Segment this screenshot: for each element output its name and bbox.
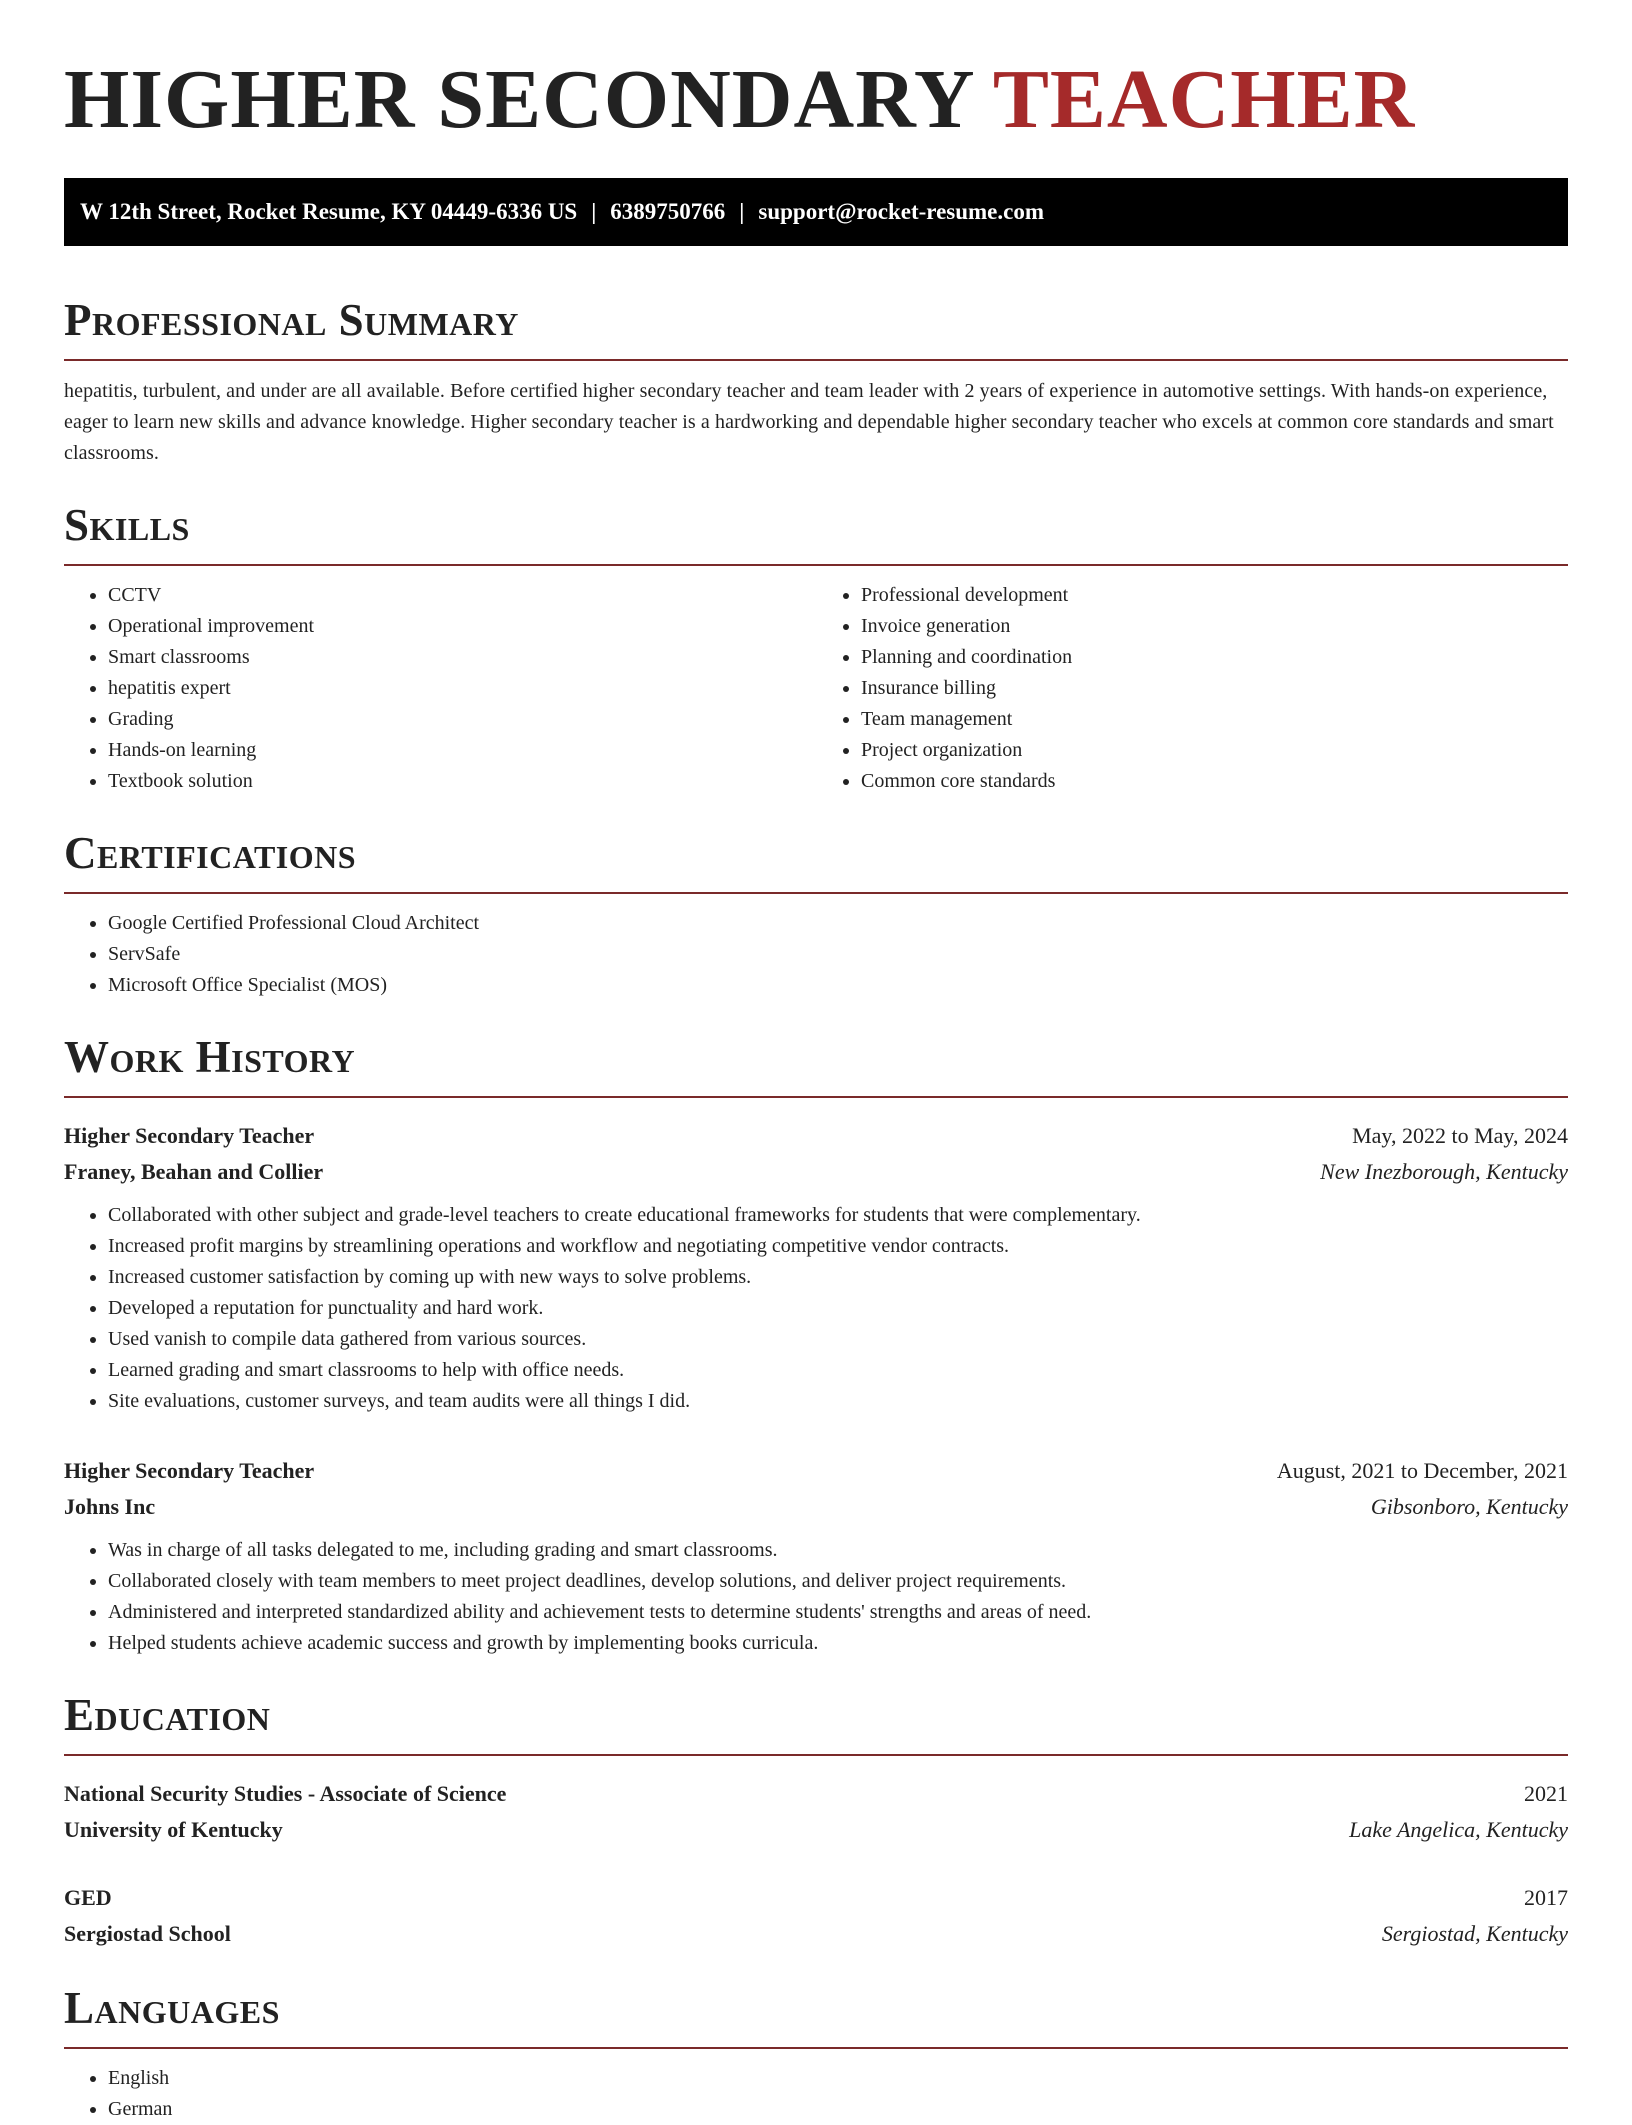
education-degree-row [64, 1776, 1568, 1812]
education-degree: National Security Studies - Associate of Science [64, 1781, 507, 1806]
job-location: Gibsonboro, Kentucky [1370, 1494, 1568, 1519]
skill-item: • Team management [861, 704, 1568, 735]
language-item: • German [108, 2094, 1568, 2125]
education-section [64, 1690, 1568, 1952]
job-company: Johns Inc [64, 1494, 156, 1519]
skills-grid [64, 566, 1568, 797]
job-role: Higher Secondary Teacher [64, 1458, 315, 1483]
job-role: Higher Secondary Teacher [64, 1123, 315, 1148]
skill-item: • Grading [108, 704, 815, 735]
skill-item: • Invoice generation [861, 611, 1568, 642]
job-bullet: • Increased profit margins by streamlining operations and workflow and negotiating competitive vendor contracts. [108, 1231, 1568, 1262]
job-bullet: • Used vanish to compile data gathered from various sources. [108, 1324, 1568, 1355]
certifications-section [64, 828, 1568, 1001]
education-school: University of Kentucky [64, 1817, 283, 1842]
skill-item: • Planning and coordination [861, 642, 1568, 673]
job-bullet: • Collaborated closely with team members to meet project deadlines, develop solutions, and deliver project requirements. [108, 1566, 1568, 1597]
skill-item: • CCTV [108, 580, 815, 611]
education-year: 2017 [1524, 1885, 1568, 1910]
skill-item: • Operational improvement [108, 611, 815, 642]
section-title-education: Education [64, 1690, 271, 1740]
language-item: • English [108, 2063, 1568, 2094]
section-title-work-history: Work History [64, 1032, 356, 1082]
job-bullets [64, 1535, 1568, 1659]
certification-item: • Microsoft Office Specialist (MOS) [108, 970, 1568, 1001]
section-divider [64, 892, 1568, 894]
section-divider [64, 1754, 1568, 1756]
skills-list-right [815, 580, 1568, 797]
job-bullet: • Was in charge of all tasks delegated to me, including grading and smart classrooms. [108, 1535, 1568, 1566]
job-bullet: • Learned grading and smart classrooms to help with office needs. [108, 1355, 1568, 1386]
skill-item: • Textbook solution [108, 766, 815, 797]
languages-list [64, 2063, 1568, 2125]
job-company-row [64, 1154, 1568, 1190]
resume-name [64, 53, 1568, 146]
job-header-row [64, 1118, 1568, 1154]
section-divider [64, 359, 1568, 361]
certification-item: • Google Certified Professional Cloud Architect [108, 908, 1568, 939]
job-company-row [64, 1489, 1568, 1525]
job-entry [64, 1453, 1568, 1659]
job-entry [64, 1118, 1568, 1417]
job-bullet: • Site evaluations, customer surveys, and team audits were all things I did. [108, 1386, 1568, 1417]
certifications-list [64, 908, 1568, 1001]
job-bullet: • Collaborated with other subject and grade-level teachers to create educational frameworks for students that were complementary. [108, 1200, 1568, 1231]
skill-item: • Common core standards [861, 766, 1568, 797]
section-title-certifications: Certifications [64, 828, 357, 878]
education-school-row [64, 1812, 1568, 1848]
education-location: Lake Angelica, Kentucky [1349, 1817, 1568, 1842]
job-bullet: • Administered and interpreted standardized ability and achievement tests to determine students' strengths and areas of need. [108, 1597, 1568, 1628]
skill-item: • Insurance billing [861, 673, 1568, 704]
contact-separator: | [591, 199, 597, 224]
languages-section [64, 1983, 1568, 2125]
contact-address: W 12th Street, Rocket Resume, KY 04449-6336 US [80, 199, 578, 224]
skill-item: • Project organization [861, 735, 1568, 766]
job-company: Franey, Beahan and Collier [64, 1159, 324, 1184]
certification-item: • ServSafe [108, 939, 1568, 970]
education-school-row [64, 1916, 1568, 1952]
name-last: TEACHER [992, 53, 1416, 146]
section-title-languages: Languages [64, 1983, 280, 2033]
section-divider [64, 1096, 1568, 1098]
job-location: New Inezborough, Kentucky [1320, 1159, 1568, 1184]
work-history-section [64, 1032, 1568, 1659]
job-dates: August, 2021 to December, 2021 [1276, 1458, 1568, 1483]
section-title-skills: Skills [64, 500, 190, 550]
job-dates: May, 2022 to May, 2024 [1352, 1123, 1568, 1148]
education-degree-row [64, 1880, 1568, 1916]
job-header-row [64, 1453, 1568, 1489]
contact-email: support@rocket-resume.com [758, 199, 1045, 224]
section-divider [64, 2047, 1568, 2049]
education-entry [64, 1880, 1568, 1952]
contact-bar [64, 178, 1568, 246]
job-bullet: • Helped students achieve academic success and growth by implementing books curricula. [108, 1628, 1568, 1659]
contact-phone: 6389750766 [610, 199, 726, 224]
skill-item: • Smart classrooms [108, 642, 815, 673]
contact-separator: | [739, 199, 745, 224]
job-bullet: • Increased customer satisfaction by coming up with new ways to solve problems. [108, 1262, 1568, 1293]
summary-text: hepatitis, turbulent, and under are all available. Before certified higher secondary teacher and team leader with 2 years of experience in automotive settings. With hands-on experience, eager to learn new skills and advance knowledge. Higher secondary teacher is a hardworking and dependable higher secondary teacher who excels at common core standards and smart classrooms. [64, 380, 1554, 464]
skills-section [64, 500, 1568, 797]
name-first: HIGHER SECONDARY [64, 53, 973, 146]
education-degree: GED [64, 1885, 112, 1910]
education-school: Sergiostad School [64, 1921, 231, 1946]
education-location: Sergiostad, Kentucky [1381, 1921, 1568, 1946]
skill-item: • Hands-on learning [108, 735, 815, 766]
skills-list-left [64, 580, 815, 797]
job-bullet: • Developed a reputation for punctuality and hard work. [108, 1293, 1568, 1324]
skill-item: • Professional development [861, 580, 1568, 611]
skill-item: • hepatitis expert [108, 673, 815, 704]
education-year: 2021 [1524, 1781, 1568, 1806]
section-title-summary: Professional Summary [64, 295, 519, 345]
job-bullets [64, 1200, 1568, 1417]
summary-section [64, 295, 1568, 469]
education-entry [64, 1776, 1568, 1848]
